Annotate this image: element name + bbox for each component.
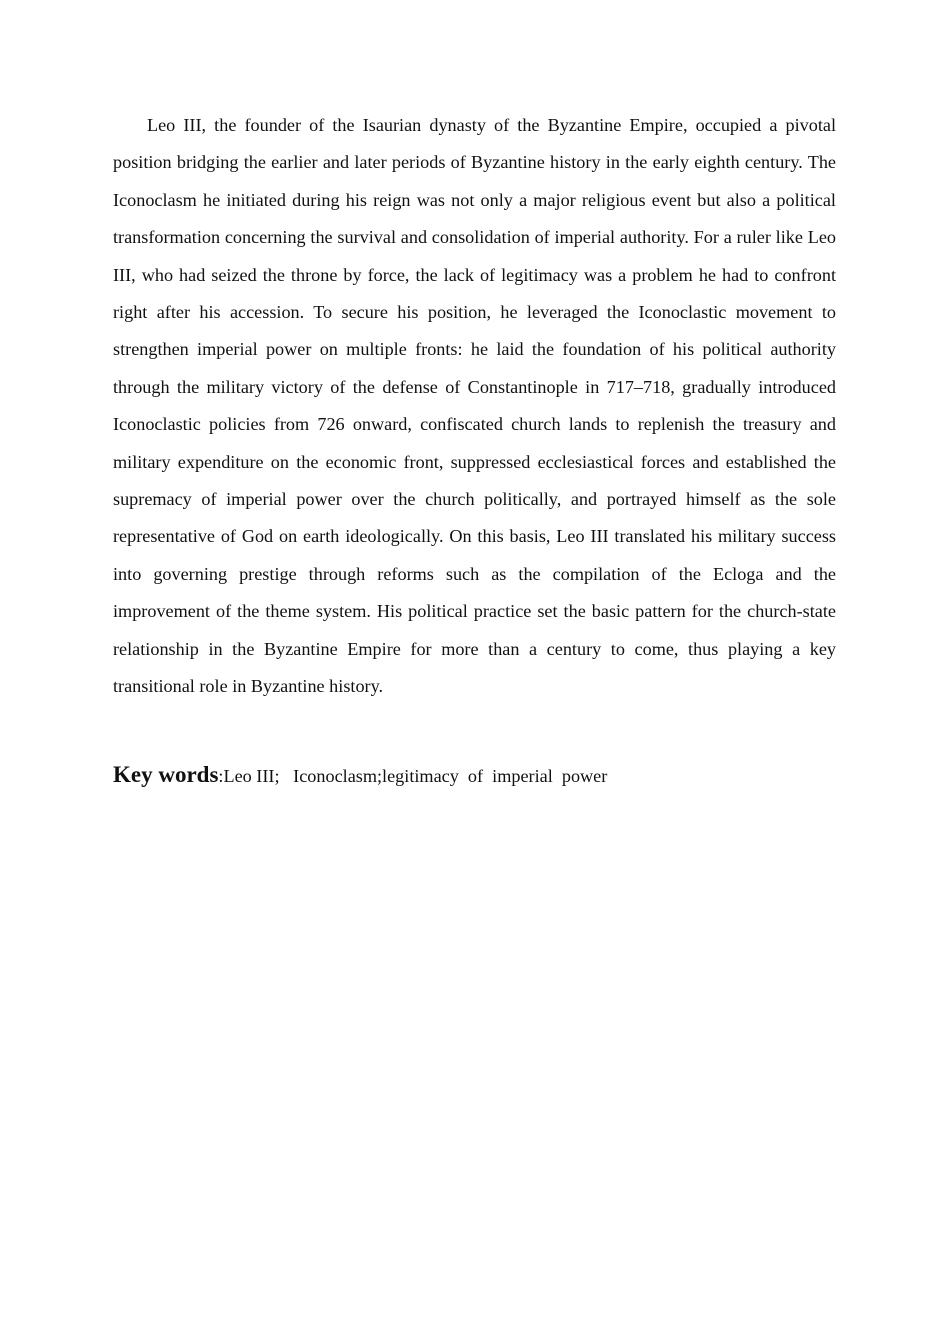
keywords-list: :Leo III; Iconoclasm;legitimacy of imperial power — [218, 766, 608, 786]
keywords-line — [113, 762, 836, 788]
abstract-paragraph: Leo III, the founder of the Isaurian dynasty of the Byzantine Empire, occupied a pivotal position bridging the earlier and later periods of Byzantine history in the early eighth century. The Iconoclasm he initiated during his reign was not only a major religious event but also a political transformation concerning the survival and consolidation of imperial authority. For a ruler like Leo III, who had seized the throne by force, the lack of legitimacy was a problem he had to confront right after his accession. To secure his position, he leveraged the Iconoclastic movement to strengthen imperial power on multiple fronts: he laid the foundation of his political authority through the military victory of the defense of Constantinople in 717–718, gradually introduced Iconoclastic policies from 726 onward, confiscated church lands to replenish the treasury and military expenditure on the economic front, suppressed ecclesiastical forces and established the supremacy of imperial power over the church politically, and portrayed himself as the sole representative of God on earth ideologically. On this basis, Leo III translated his military success into governing prestige through reforms such as the compilation of the Ecloga and the improvement of the theme system. His political practice set the basic pattern for the church-state relationship in the Byzantine Empire for more than a century to come, thus playing a key transitional role in Byzantine history. — [113, 115, 836, 697]
keywords-label: Key words — [113, 762, 219, 787]
